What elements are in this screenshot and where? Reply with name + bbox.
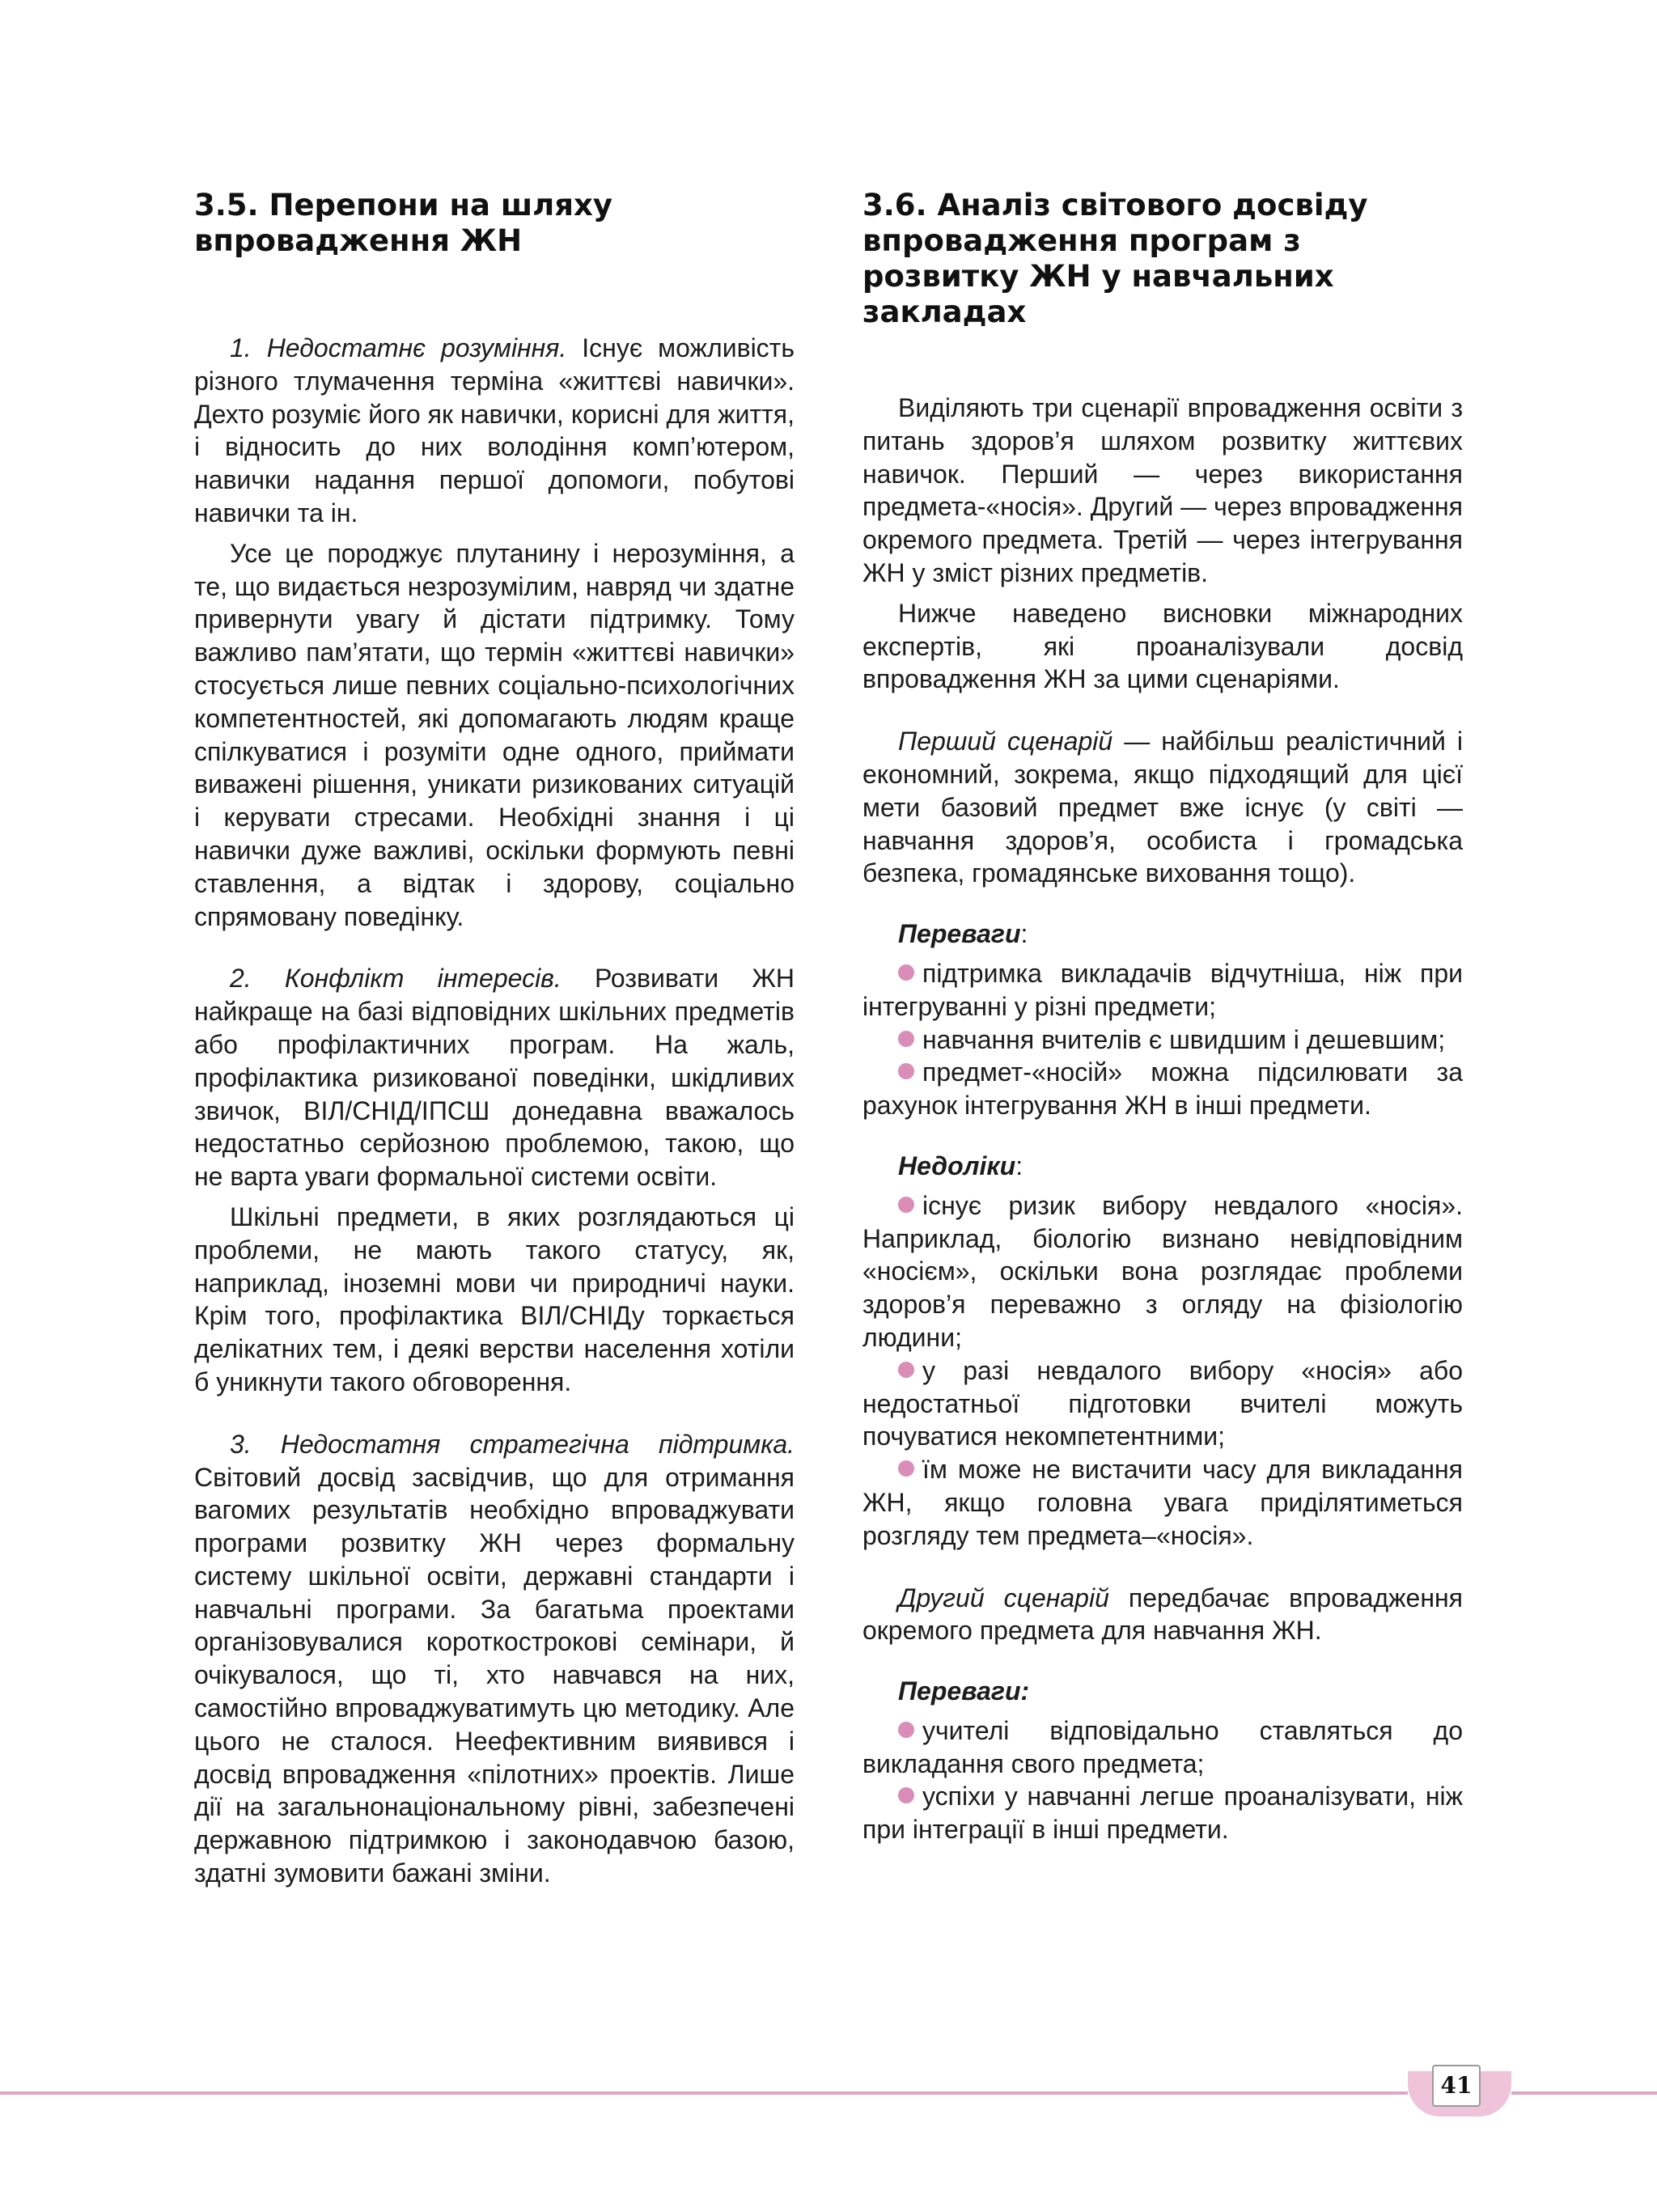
list-item: підтримка викладачів відчутніша, ніж при інтегруванні у різні предмети; xyxy=(862,958,1463,1021)
italic-lead: Перший сценарій xyxy=(898,727,1113,756)
paragraph: 3. Недостатня стратегічна підтримка. Світовий досвід засвідчив, що для отримання вагомих результатів необхідно впроваджувати програми розвитку ЖН через формальну систему шкільної освіти, державні стандарти і навчальні програми. За багатьма проектами організовувалися короткострокові семінари, й очікувалося, що ті, хто навчався на них, самостійно впроваджуватимуть цю методику. Але цього не сталося. Неефективним виявився і досвід впровадження «пілотних» проектів. Лише дії на загальнонаціональному рівні, забезпечені державною підтримкою і законодавчою базою, здатні зумовити бажані зміни. xyxy=(194,1429,795,1888)
section-heading-3-6: 3.6. Аналіз світового досвіду впровадження програм з розвитку ЖН у навчальних закладах xyxy=(862,188,1368,329)
paragraph: Другий сценарій передбачає впровадження окремого предмета для навчання ЖН. xyxy=(862,1583,1464,1646)
bullet-icon xyxy=(898,964,914,981)
disadvantages-label: Недоліки: xyxy=(898,1150,1023,1180)
paragraph: Виділяють три сценарії впровадження освіти з питань здоров’я шляхом розвитку життєвих навичок. Перший — через використання предмета-«носія». Другий — через впровадження окремого предмета. Третій — через інтегрування ЖН у зміст різних предметів. xyxy=(862,393,1463,587)
advantages-list xyxy=(862,1714,1463,1846)
disadvantages-list xyxy=(862,1189,1463,1553)
page-number: 41 xyxy=(1432,2065,1481,2107)
bullet-icon xyxy=(898,1722,914,1738)
paragraph: Перший сценарій — найбільш реалістичний і економний, зокрема, якщо підходящий для цієї мети базовий предмет вже існує (у світі — навчання здоров’я, особиста і громадська безпека, громадянське виховання тощо). xyxy=(862,727,1463,888)
footer-rule xyxy=(1511,2091,1657,2095)
list-item: їм може не вистачити часу для викладання ЖН, якщо головна увага приділятиметься розгляду тем предмета–«носія». xyxy=(862,1455,1463,1550)
advantages-label: Переваги: xyxy=(898,1676,1030,1706)
paragraph: Шкільні предмети, в яких розглядаються ці проблеми, не мають такого статусу, як, наприклад, іноземні мови чи природничі науки. Крім того, профілактика ВІЛ/СНІДу торкається делікатних тем, і деякі верстви населення хотіли б уникнути такого обговорення. xyxy=(194,1201,795,1396)
paragraph: 2. Конфлікт інтересів. Розвивати ЖН найкраще на базі відповідних шкільних предметів або профілактичних програм. На жаль, профілактика ризикованої поведінки, шкідливих звичок, ВІЛ/СНІД/ІПСШ донедавна вважалось недостатньо серйозною проблемою, такою, що не варта уваги формальної системи освіти. xyxy=(194,964,795,1192)
italic-lead: 3. Недостатня стратегічна підтримка. xyxy=(230,1429,795,1459)
italic-lead: Другий сценарій xyxy=(898,1583,1109,1612)
advantages-label: Переваги: xyxy=(898,919,1028,949)
bullet-icon xyxy=(898,1197,914,1213)
right-column xyxy=(862,188,1463,1846)
list-item: у разі невдалого вибору «носія» або недостатньої підготовки вчителі можуть почуватися некомпетентними; xyxy=(862,1355,1463,1451)
list-item: існує ризик вибору невдалого «носія». Наприклад, біологію визнано невідповідним «носієм», оскільки вона розглядає проблеми здоров’я переважно з огляду на фізіологію людини; xyxy=(862,1190,1463,1352)
bullet-icon xyxy=(898,1031,914,1047)
bullet-icon xyxy=(898,1063,914,1079)
bullet-icon xyxy=(898,1460,914,1477)
italic-lead: 2. Конфлікт інтересів. xyxy=(230,964,562,994)
list-item: успіхи у навчанні легше проаналізувати, ніж при інтеграції в інші предмети. xyxy=(862,1782,1463,1845)
section-heading-3-5: 3.5. Перепони на шляху впровадження ЖН xyxy=(194,188,613,258)
paragraph: Усе це породжує плутанину і нерозуміння, а те, що видається незрозумілим, навряд чи здатне привернути увагу й дістати підтримку. Тому важливо пам’ятати, що термін «життєві навички» стосується лише певних соціально-психологічних компетентностей, які допомагають людям краще спілкуватися і розуміти одне одного, приймати виважені рішення, уникати ризикованих ситуацій і керувати стресами. Необхідні знання і ці навички дуже важливі, оскільки формують певні ставлення, а відтак і здорову, соціально спрямовану поведінку. xyxy=(194,538,795,931)
left-column xyxy=(194,188,795,1890)
advantages-list xyxy=(862,957,1463,1122)
paragraph: Нижче наведено висновки міжнародних експертів, які проаналізували досвід впровадження ЖН за цими сценаріями. xyxy=(862,598,1463,694)
list-item: навчання вчителів є швидшим і дешевшим; xyxy=(862,1023,1463,1057)
italic-lead: 1. Недостатнє розуміння. xyxy=(230,333,567,362)
list-item: предмет-«носій» можна підсилювати за рахунок інтегрування ЖН в інші предмети. xyxy=(862,1057,1463,1121)
bullet-icon xyxy=(898,1787,914,1803)
paragraph: 1. Недостатнє розуміння. Існує можливість різного тлумачення терміна «життєві навички». Дехто розуміє його як навички, корисні для життя, і відносить до них володіння комп’ютером, навички надання першої допомоги, побутові навички та ін. xyxy=(194,333,795,528)
bullet-icon xyxy=(898,1362,914,1378)
footer-rule xyxy=(0,2091,1408,2095)
list-item: учителі відповідально ставляться до викладання свого предмета; xyxy=(862,1715,1463,1778)
